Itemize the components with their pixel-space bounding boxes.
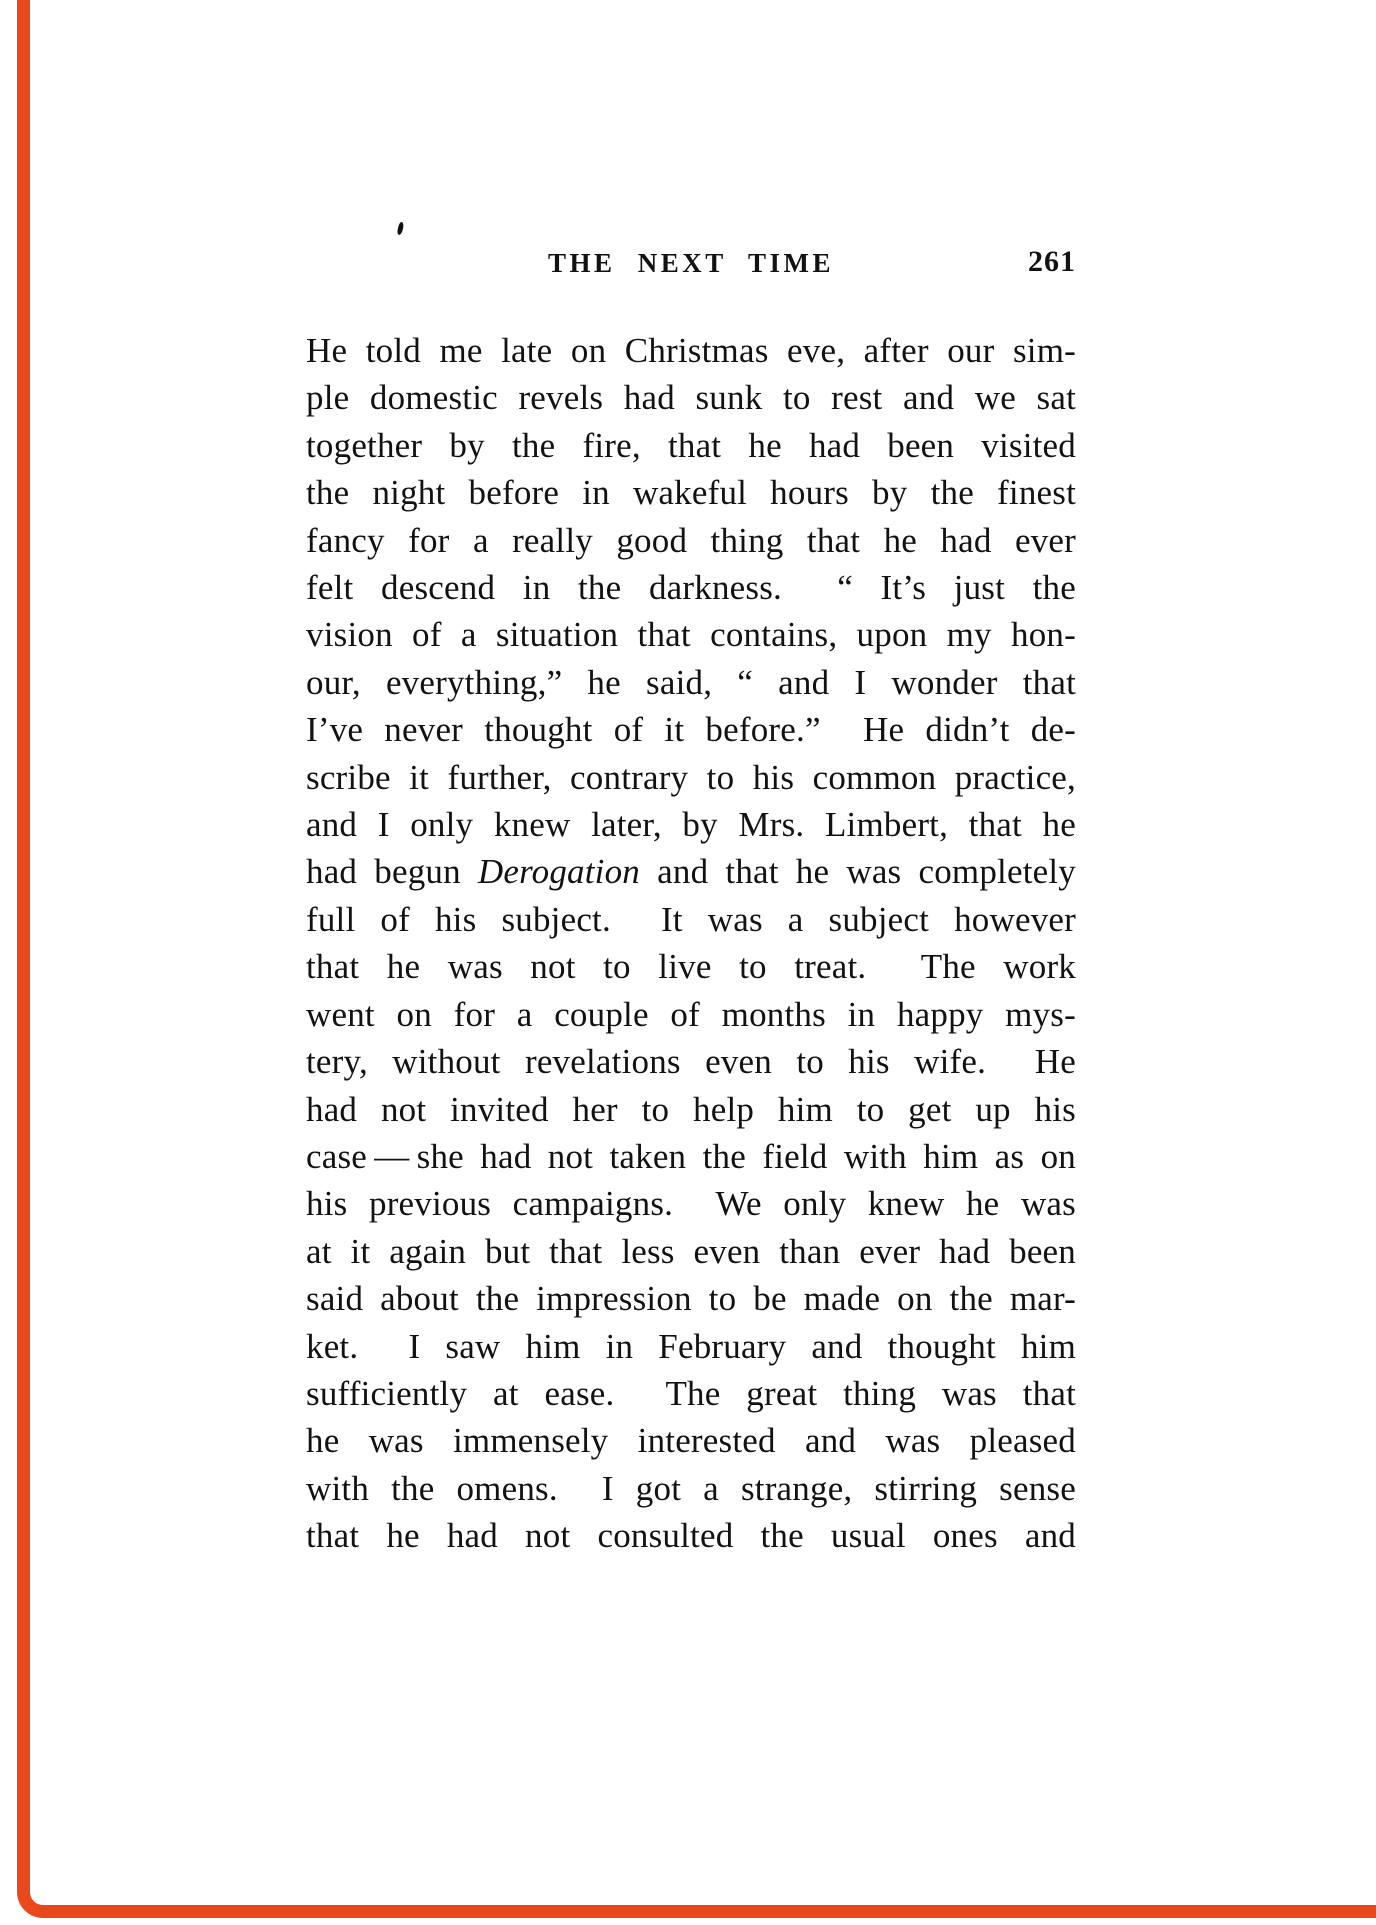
text-line: his previous campaigns. We only knew he was xyxy=(306,1184,1076,1224)
body-text xyxy=(306,327,1076,1560)
text-line: that he had not consulted the usual ones and xyxy=(306,1516,1076,1556)
text-line: with the omens. I got a strange, stirring sense xyxy=(306,1468,1076,1508)
text-line: that he was not to live to treat. The work xyxy=(306,947,1076,987)
text-line: I’ve never thought of it before.” He didn’t de- xyxy=(306,710,1076,750)
ink-speck xyxy=(397,222,405,236)
text-line: felt descend in the darkness. “ It’s just the xyxy=(306,568,1076,608)
page-number: 261 xyxy=(1028,245,1076,278)
text-line: and I only knew later, by Mrs. Limbert, that he xyxy=(306,805,1076,845)
text-line: He told me late on Christmas eve, after our sim- xyxy=(306,331,1076,370)
text-line: ple domestic revels had sunk to rest and we sat xyxy=(306,378,1076,418)
text-line: said about the impression to be made on the mar- xyxy=(306,1279,1076,1319)
text-line: tery, without revelations even to his wife. He xyxy=(306,1042,1076,1082)
text-line: fancy for a really good thing that he had ever xyxy=(306,520,1076,560)
text-line: went on for a couple of months in happy mys- xyxy=(306,994,1076,1034)
text-line: case — she had not taken the field with him as on xyxy=(306,1136,1076,1176)
text-line: our, everything,” he said, “ and I wonder that xyxy=(306,662,1076,702)
text-line: scribe it further, contrary to his common practice, xyxy=(306,757,1076,797)
text-line: vision of a situation that contains, upon my hon- xyxy=(306,615,1076,655)
text-line: had begun Derogation and that he was completely xyxy=(306,852,1076,892)
text-line: at it again but that less even than ever had been xyxy=(306,1231,1076,1271)
text-line: full of his subject. It was a subject however xyxy=(306,899,1076,939)
page-header xyxy=(306,245,1076,292)
text-line: ket. I saw him in February and thought him xyxy=(306,1326,1076,1366)
text-line: the night before in wakeful hours by the finest xyxy=(306,473,1076,513)
text-line: sufficiently at ease. The great thing was that xyxy=(306,1373,1076,1413)
running-title: THE NEXT TIME xyxy=(547,248,835,278)
text-line: had not invited her to help him to get up his xyxy=(306,1089,1076,1129)
text-line: together by the fire, that he had been visited xyxy=(306,425,1076,465)
text-line: he was immensely interested and was pleased xyxy=(306,1421,1076,1461)
